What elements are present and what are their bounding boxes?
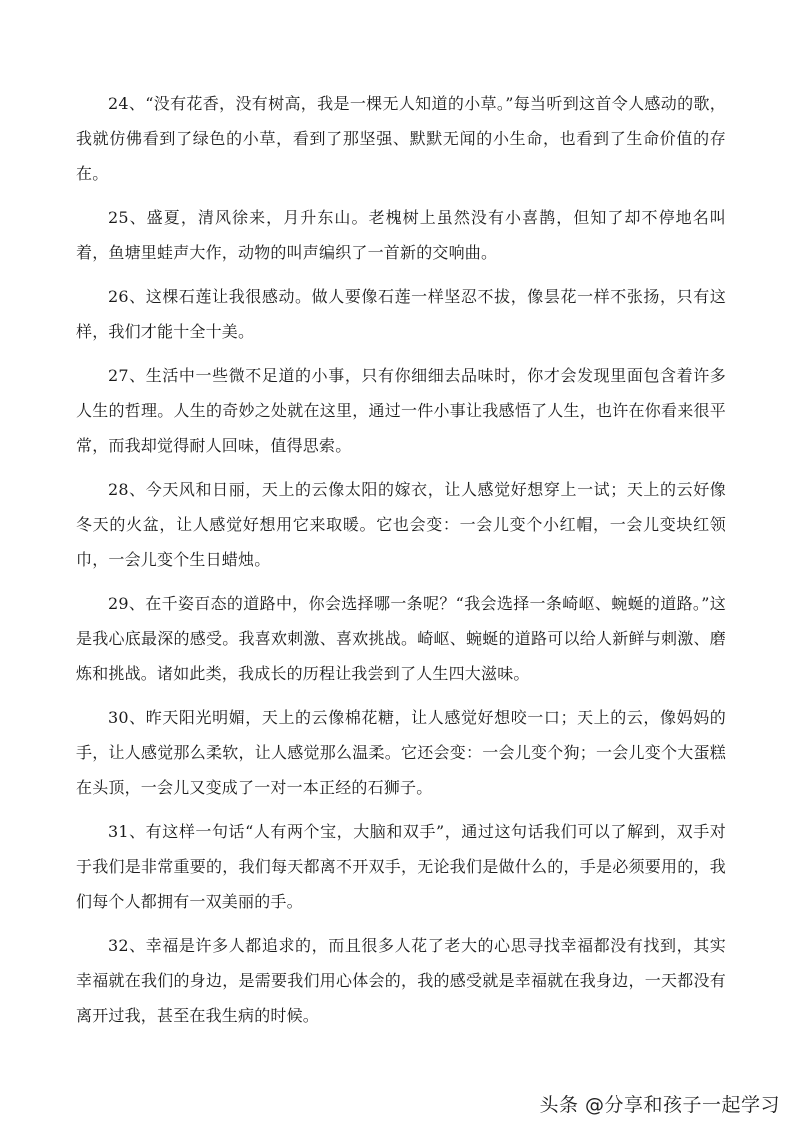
paragraph-28: 28、今天风和日丽，天上的云像太阳的嫁衣，让人感觉好想穿上一试；天上的云好像冬天的火盆，让人感觉好想用它来取暖。它也会变：一会儿变个小红帽，一会儿变块红领巾，一会儿变个生日蜡烛。 [76, 480, 726, 569]
paragraph-27: 27、生活中一些微不足道的小事，只有你细细去品味时，你才会发现里面包含着许多人生的哲理。人生的奇妙之处就在这里，通过一件小事让我感悟了人生，也许在你看来很平常，而我却觉得耐人回味，值得思索。 [76, 366, 726, 455]
source-watermark: 头条 @分享和孩子一起学习 [539, 1094, 780, 1116]
paragraph-25: 25、盛夏，清风徐来，月升东山。老槐树上虽然没有小喜鹊，但知了却不停地名叫着，鱼塘里蛙声大作，动物的叫声编织了一首新的交响曲。 [76, 208, 726, 262]
paragraph-30: 30、昨天阳光明媚，天上的云像棉花糖，让人感觉好想咬一口；天上的云，像妈妈的手，让人感觉那么柔软，让人感觉那么温柔。它还会变：一会儿变个狗；一会儿变个大蛋糕在头顶，一会儿又变成了一对一本正经的石狮子。 [76, 708, 726, 797]
paragraph-31: 31、有这样一句话“人有两个宝，大脑和双手”，通过这句话我们可以了解到，双手对于我们是非常重要的，我们每天都离不开双手，无论我们是做什么的，手是必须要用的，我们每个人都拥有一双美丽的手。 [76, 822, 726, 911]
document-body [76, 86, 726, 1042]
paragraph-29: 29、在千姿百态的道路中，你会选择哪一条呢？“我会选择一条崎岖、蜿蜒的道路。”这是我心底最深的感受。我喜欢刺激、喜欢挑战。崎岖、蜿蜒的道路可以给人新鲜与刺激、磨炼和挑战。诸如此类，我成长的历程让我尝到了人生四大滋味。 [76, 594, 726, 683]
paragraph-32: 32、幸福是许多人都追求的，而且很多人花了老大的心思寻找幸福都没有找到，其实幸福就在我们的身边，是需要我们用心体会的，我的感受就是幸福就在我身边，一天都没有离开过我，甚至在我生病的时候。 [76, 936, 726, 1025]
paragraph-24: 24、“没有花香，没有树高，我是一棵无人知道的小草。”每当听到这首令人感动的歌，我就仿佛看到了绿色的小草，看到了那坚强、默默无闻的小生命，也看到了生命价值的存在。 [76, 94, 726, 183]
paragraph-26: 26、这棵石莲让我很感动。做人要像石莲一样坚忍不拔，像昙花一样不张扬，只有这样，我们才能十全十美。 [76, 287, 726, 341]
